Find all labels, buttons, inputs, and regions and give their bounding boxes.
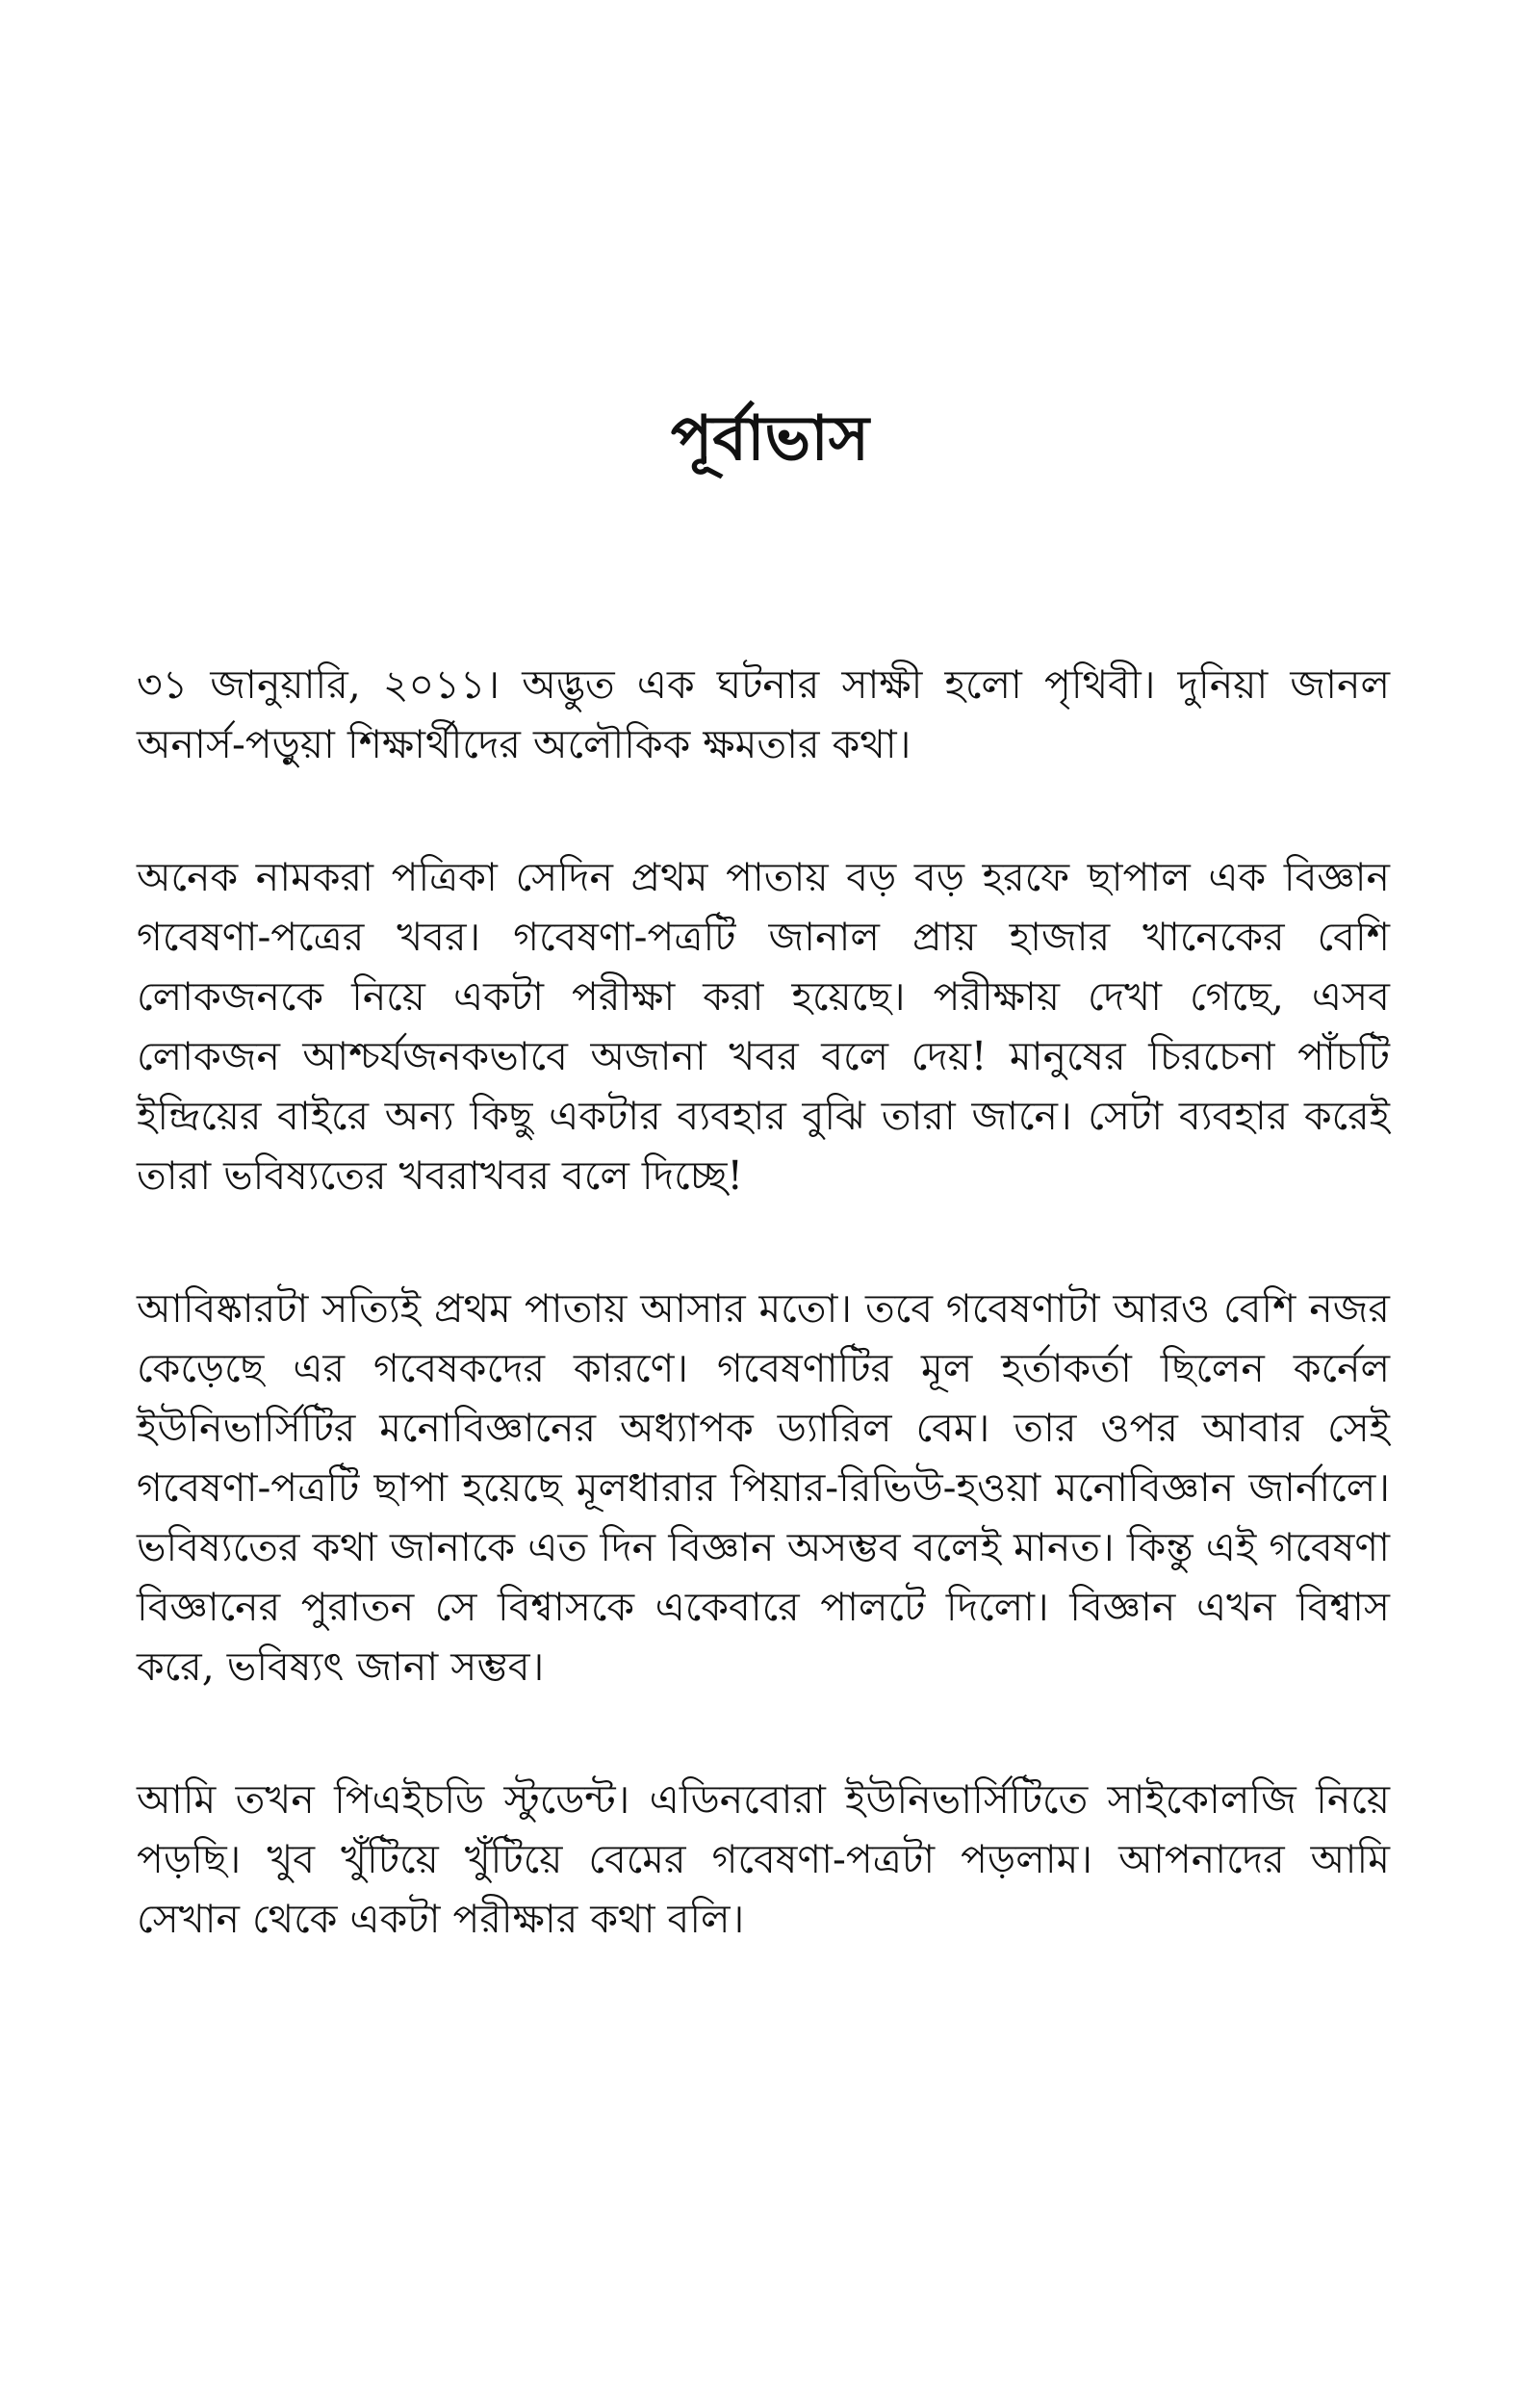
chapter-body <box>137 655 1390 2022</box>
paragraph-4: আমি তখন পিএইচডি স্টুডেন্ট। এডিনবোরা ইউনিভার্সিটিতে সাইকোলজি নিয়ে পড়ছি। খুব খুঁটিয়ে খুঁটিয়ে বেমের গবেষণা-পত্রটা পড়লাম। আপনাদের আমি সেখান থেকে একটা পরীক্ষার কথা বলি। <box>137 1776 1390 1942</box>
chapter-title: পূর্বাভাস <box>670 402 870 475</box>
paragraph-2: অনেক নামকরা পত্রিকা সেদিন প্রথম পাতায় বড় বড় হরফে ছাপাল এক বিজ্ঞান গবেষণা-পত্রের খবর। গবেষণা-পত্রটি জানাল প্রায় হাজার খানেকের বেশি লোকজনকে নিয়ে একটা পরীক্ষা করা হয়েছে। পরীক্ষায় দেখা গেছে, এসব লোকজন আশ্চর্যজনকভাবে অজানা খবর বলে দেয়! মানুষের চিরচেনা পাঁচটি ইন্দ্রিয়ের বাইরে অন্য কিছু একটার ব্যবহার বুঝি তারা জানে। সেটা ব্যবহার করেই তারা ভবিষ্যতের খবরাখবর বলে দিচ্ছে! <box>137 854 1390 1199</box>
paragraph-1: ৩১ জানুয়ারি, ২০১১। অদ্ভুত এক ঘটনার সাক্ষী হলো পৃথিবী। দুনিয়া জানল অনার্স-পড়ুয়া শিক্ষার্থীদের অলৌকিক ক্ষমতার কথা। <box>137 661 1390 767</box>
paragraph-3: আবিষ্কারটা সত্যিই প্রথম পাতায় আসার মতো। তবে গবেষণাটা আরও বেশি নজর কেড়েছে এর গবেষকদের কারণে। গবেষণাটির মূল হর্তাকর্তা ছিলেন কর্নেল ইউনিভার্সিটির মনোবিজ্ঞানের অধ্যাপক ড্যারিল বেম। তার ওপর আবার সেই গবেষণা-পত্রটি ছাপা হয়েছে মূলধারার পিয়ার-রিভিউ-হওয়া মনোবিজ্ঞান জার্নালে। ভবিষ্যতের কথা জানাকে এত দিন বিজ্ঞান অসম্ভব বলেই মানত। কিন্তু এই গবেষণা বিজ্ঞানের পুরাতন সে বিশ্বাসকে একেবারে পালটে দিলো। বিজ্ঞান এখন বিশ্বাস করে, ভবিষ্যৎ জানা সম্ভব। <box>137 1285 1390 1690</box>
